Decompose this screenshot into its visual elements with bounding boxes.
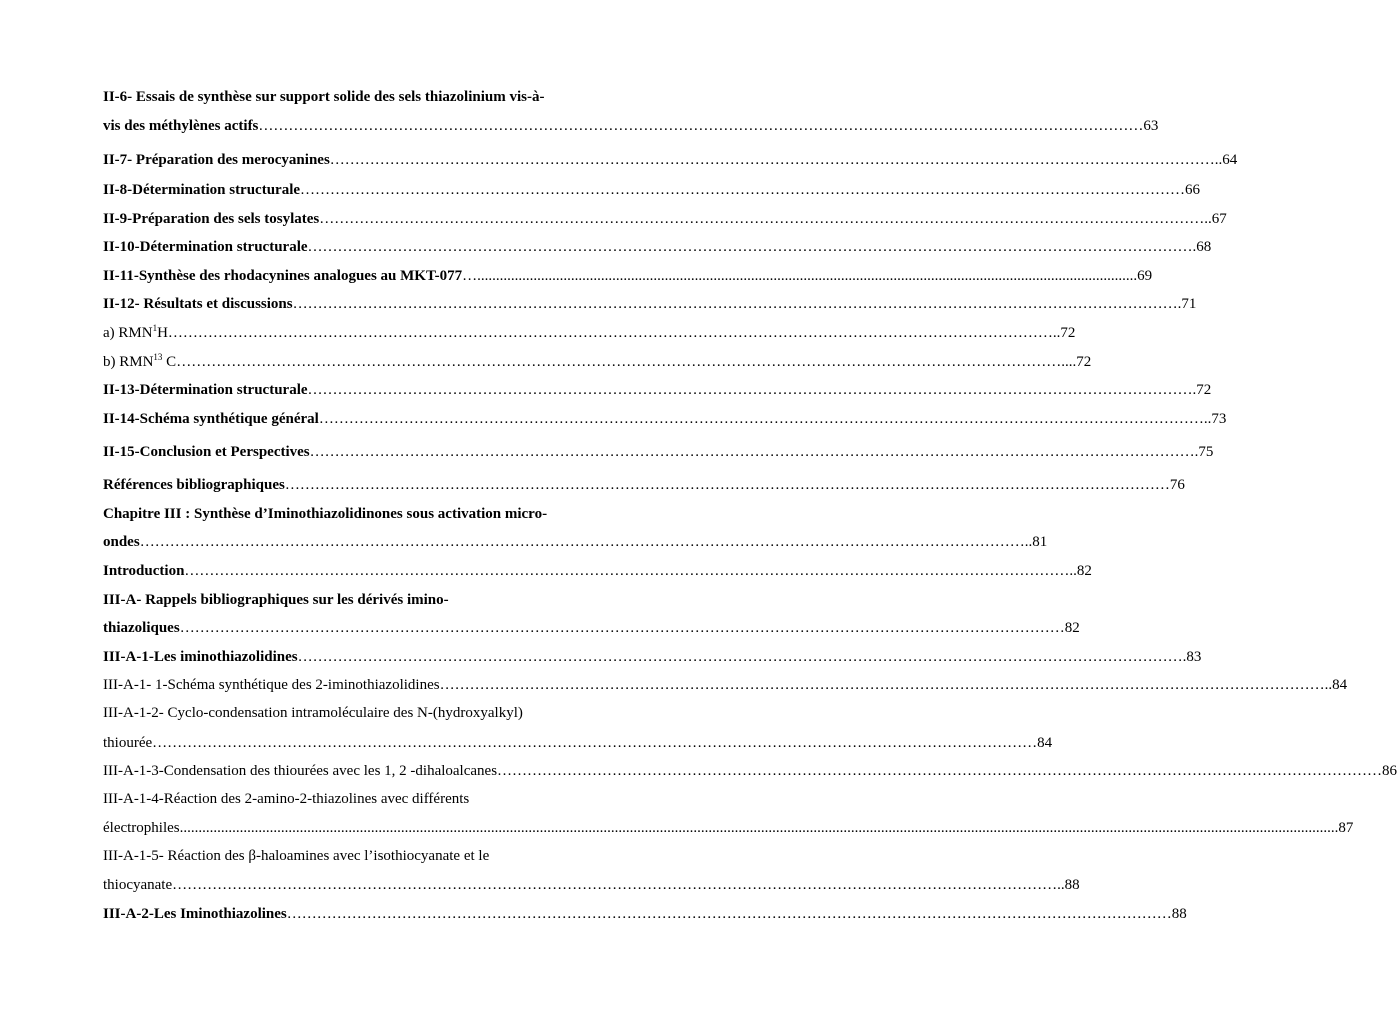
toc-leader-dots: …………………………………………………………………………………………………………………………………………………………… xyxy=(439,677,1325,693)
toc-leader-dots: …………………………………………………………………………………………………………………………………………………………… xyxy=(258,118,1144,134)
toc-entry-title: II-11-Synthèse des rhodacynines analogues au MKT-077 xyxy=(103,268,463,284)
toc-entry-iii-a-1 xyxy=(103,648,1202,666)
toc-leader-dots: …………………………………………………………………………………………………………………………………………………………… xyxy=(318,411,1204,427)
toc-entry-introduction xyxy=(103,562,1092,580)
toc-entry-iii-a-1-2-line2 xyxy=(103,734,1053,752)
toc-page-number: 82 xyxy=(1064,620,1080,636)
toc-leader-dots: …………………………………………………………………………………………………………………………………………………………… xyxy=(184,563,1070,579)
toc-page-number: 76 xyxy=(1169,477,1185,493)
toc-entry-ii-6-line2 xyxy=(103,117,1159,135)
toc-entry-title: II-7- Préparation des merocyanines xyxy=(103,152,330,168)
toc-entry-title: II-9-Préparation des sels tosylates xyxy=(103,211,320,227)
toc-entry-title: III-A-1-2- Cyclo-condensation intramoléculaire des N-(hydroxyalkyl) xyxy=(103,705,523,721)
toc-entry-ii-14 xyxy=(103,410,1227,428)
toc-entry-ii-9 xyxy=(103,210,1227,228)
toc-page-number: ....72 xyxy=(1061,354,1092,370)
toc-entry-title: Références bibliographiques xyxy=(103,477,285,493)
toc-leader-dots: …………………………………………………………………………………………………………………………………………………………… xyxy=(167,325,1053,341)
toc-entry-title: II-10-Détermination structurale xyxy=(103,239,308,255)
toc-entry-iii-a-line2 xyxy=(103,619,1080,637)
toc-entry-iii-a-1-4-line1 xyxy=(103,790,600,808)
toc-entry-title: vis des méthylènes actifs xyxy=(103,118,259,134)
toc-page-number: ..72 xyxy=(1052,325,1076,341)
toc-entry-iii-a-line1 xyxy=(103,591,600,609)
toc-entry-title: électrophiles xyxy=(103,820,180,836)
toc-entry-chapitre-iii-line1 xyxy=(103,505,600,523)
toc-entry-title: ondes xyxy=(103,534,140,550)
toc-entry-title: b) RMN$^{13}$ C xyxy=(103,352,177,370)
toc-leader-dots: …………………………………………………………………………………………………………………………………………………………… xyxy=(329,152,1215,168)
toc-entry-title: II-15-Conclusion et Perspectives xyxy=(103,444,310,460)
toc-entry-title: thiourée xyxy=(103,735,153,751)
toc-leader-dots: …………………………………………………………………………………………………………………………………………………………… xyxy=(297,649,1183,665)
toc-leader-dots: …................................................................................................................................................................................ xyxy=(462,268,1138,284)
toc-page-number: 84 xyxy=(1037,735,1053,751)
toc-entry-title: II-12- Résultats et discussions xyxy=(103,296,293,312)
toc-entry-title: III-A- Rappels bibliographiques sur les dérivés imino- xyxy=(103,592,449,608)
toc-entry-iii-a-1-5-line1 xyxy=(103,847,600,865)
toc-leader-dots: …………………………………………………………………………………………………………………………………………………………… xyxy=(307,382,1193,398)
toc-page-number: ..84 xyxy=(1324,677,1348,693)
toc-entry-ii-11 xyxy=(103,267,1153,285)
toc-entry-title: Chapitre III : Synthèse d’Iminothiazolidinones sous activation micro- xyxy=(103,506,548,522)
toc-page-number: .87 xyxy=(1334,820,1354,836)
toc-page-number: .83 xyxy=(1182,649,1202,665)
toc-leader-dots: …………………………………………………………………………………………………………………………………………………………… xyxy=(179,620,1065,636)
toc-entry-iii-a-2 xyxy=(103,905,1187,923)
toc-page-number: 63 xyxy=(1143,118,1159,134)
toc-entry-ii-13 xyxy=(103,381,1212,399)
toc-page-number: ..64 xyxy=(1214,152,1238,168)
toc-entry-title: II-6- Essais de synthèse sur support solide des sels thiazolinium vis-à- xyxy=(103,89,545,105)
toc-leader-dots: …………………………………………………………………………………………………………………………………………………………… xyxy=(497,763,1383,779)
toc-page-number: 88 xyxy=(1171,906,1187,922)
toc-entry-title: III-A-1- 1-Schéma synthétique des 2-iminothiazolidines xyxy=(103,677,440,693)
toc-leader-dots: …………………………………………………………………………………………………………………………………………………………… xyxy=(139,534,1025,550)
toc-entry-iii-a-1-1 xyxy=(103,676,1348,694)
toc-leader-dots: …………………………………………………………………………………………………………………………………………………………… xyxy=(319,211,1205,227)
toc-entry-title: II-14-Schéma synthétique général xyxy=(103,411,319,427)
toc-entry-title: II-8-Détermination structurale xyxy=(103,182,301,198)
toc-entry-title: II-13-Détermination structurale xyxy=(103,382,308,398)
toc-entry-title: III-A-2-Les Iminothiazolines xyxy=(103,906,287,922)
toc-entry-ii-15 xyxy=(103,443,1214,461)
toc-entry-iii-a-1-3 xyxy=(103,762,1397,780)
toc-entry-title: III-A-1-4-Réaction des 2-amino-2-thiazolines avec différents xyxy=(103,791,470,807)
toc-page-number: 86 xyxy=(1382,763,1397,779)
toc-entry-title: III-A-1-3-Condensation des thiourées avec les 1, 2 -dihaloalcanes xyxy=(103,763,498,779)
toc-entry-rmn-1h xyxy=(103,323,1076,342)
toc-entry-references xyxy=(103,476,1185,494)
toc-entry-title: III-A-1-5- Réaction des β-haloamines avec l’isothiocyanate et le xyxy=(103,848,490,864)
toc-leader-dots: …………………………………………………………………………………………………………………………………………………………… xyxy=(284,477,1170,493)
toc-leader-dots: …………………………………………………………………………………………………………………………………………………………… xyxy=(292,296,1178,312)
toc-entry-iii-a-1-2-line1 xyxy=(103,704,600,722)
toc-page-number: 66 xyxy=(1185,182,1201,198)
toc-page-number: ..67 xyxy=(1204,211,1227,227)
toc-entry-title: III-A-1-Les iminothiazolidines xyxy=(103,649,298,665)
toc-page-number: ..82 xyxy=(1069,563,1092,579)
toc-entry-iii-a-1-4-line2 xyxy=(103,819,1354,837)
toc-page-number: .75 xyxy=(1194,444,1214,460)
toc-page-number: .71 xyxy=(1177,296,1197,312)
toc-page-number: ..88 xyxy=(1057,877,1080,893)
toc-leader-dots: …………………………………………………………………………………………………………………………………………………………… xyxy=(300,182,1186,198)
toc-entry-ii-6-line1 xyxy=(103,88,600,106)
toc-entry-rmn-13c xyxy=(103,352,1092,371)
toc-entry-iii-a-1-5-line2 xyxy=(103,876,1080,894)
toc-page-number: ..73 xyxy=(1203,411,1227,427)
toc-leader-dots: .................................................................................................................................................................................................................................................................................................................... xyxy=(179,820,1335,836)
toc-entry-ii-8 xyxy=(103,181,1201,199)
toc-page-number: 69 xyxy=(1137,268,1153,284)
toc-leader-dots: …………………………………………………………………………………………………………………………………………………………… xyxy=(307,239,1193,255)
toc-entry-ii-10 xyxy=(103,238,1212,256)
toc-page-number: .72 xyxy=(1192,382,1212,398)
toc-entry-ii-12 xyxy=(103,295,1197,313)
toc-leader-dots: …………………………………………………………………………………………………………………………………………………………… xyxy=(172,877,1058,893)
toc-leader-dots: …………………………………………………………………………………………………………………………………………………………… xyxy=(286,906,1172,922)
toc-leader-dots: …………………………………………………………………………………………………………………………………………………………… xyxy=(152,735,1038,751)
toc-entry-title: thiazoliques xyxy=(103,620,180,636)
toc-page-number: .68 xyxy=(1192,239,1212,255)
toc-entry-ii-7 xyxy=(103,151,1238,169)
toc-entry-chapitre-iii-line2 xyxy=(103,533,1048,551)
toc-leader-dots: …………………………………………………………………………………………………………………………………………………………… xyxy=(176,354,1062,370)
toc-entry-title: a) RMN$^1$H xyxy=(103,323,168,341)
toc-page-number: ..81 xyxy=(1024,534,1048,550)
toc-leader-dots: …………………………………………………………………………………………………………………………………………………………… xyxy=(309,444,1195,460)
toc-entry-title: thiocyanate xyxy=(103,877,173,893)
toc-entry-title: Introduction xyxy=(103,563,185,579)
